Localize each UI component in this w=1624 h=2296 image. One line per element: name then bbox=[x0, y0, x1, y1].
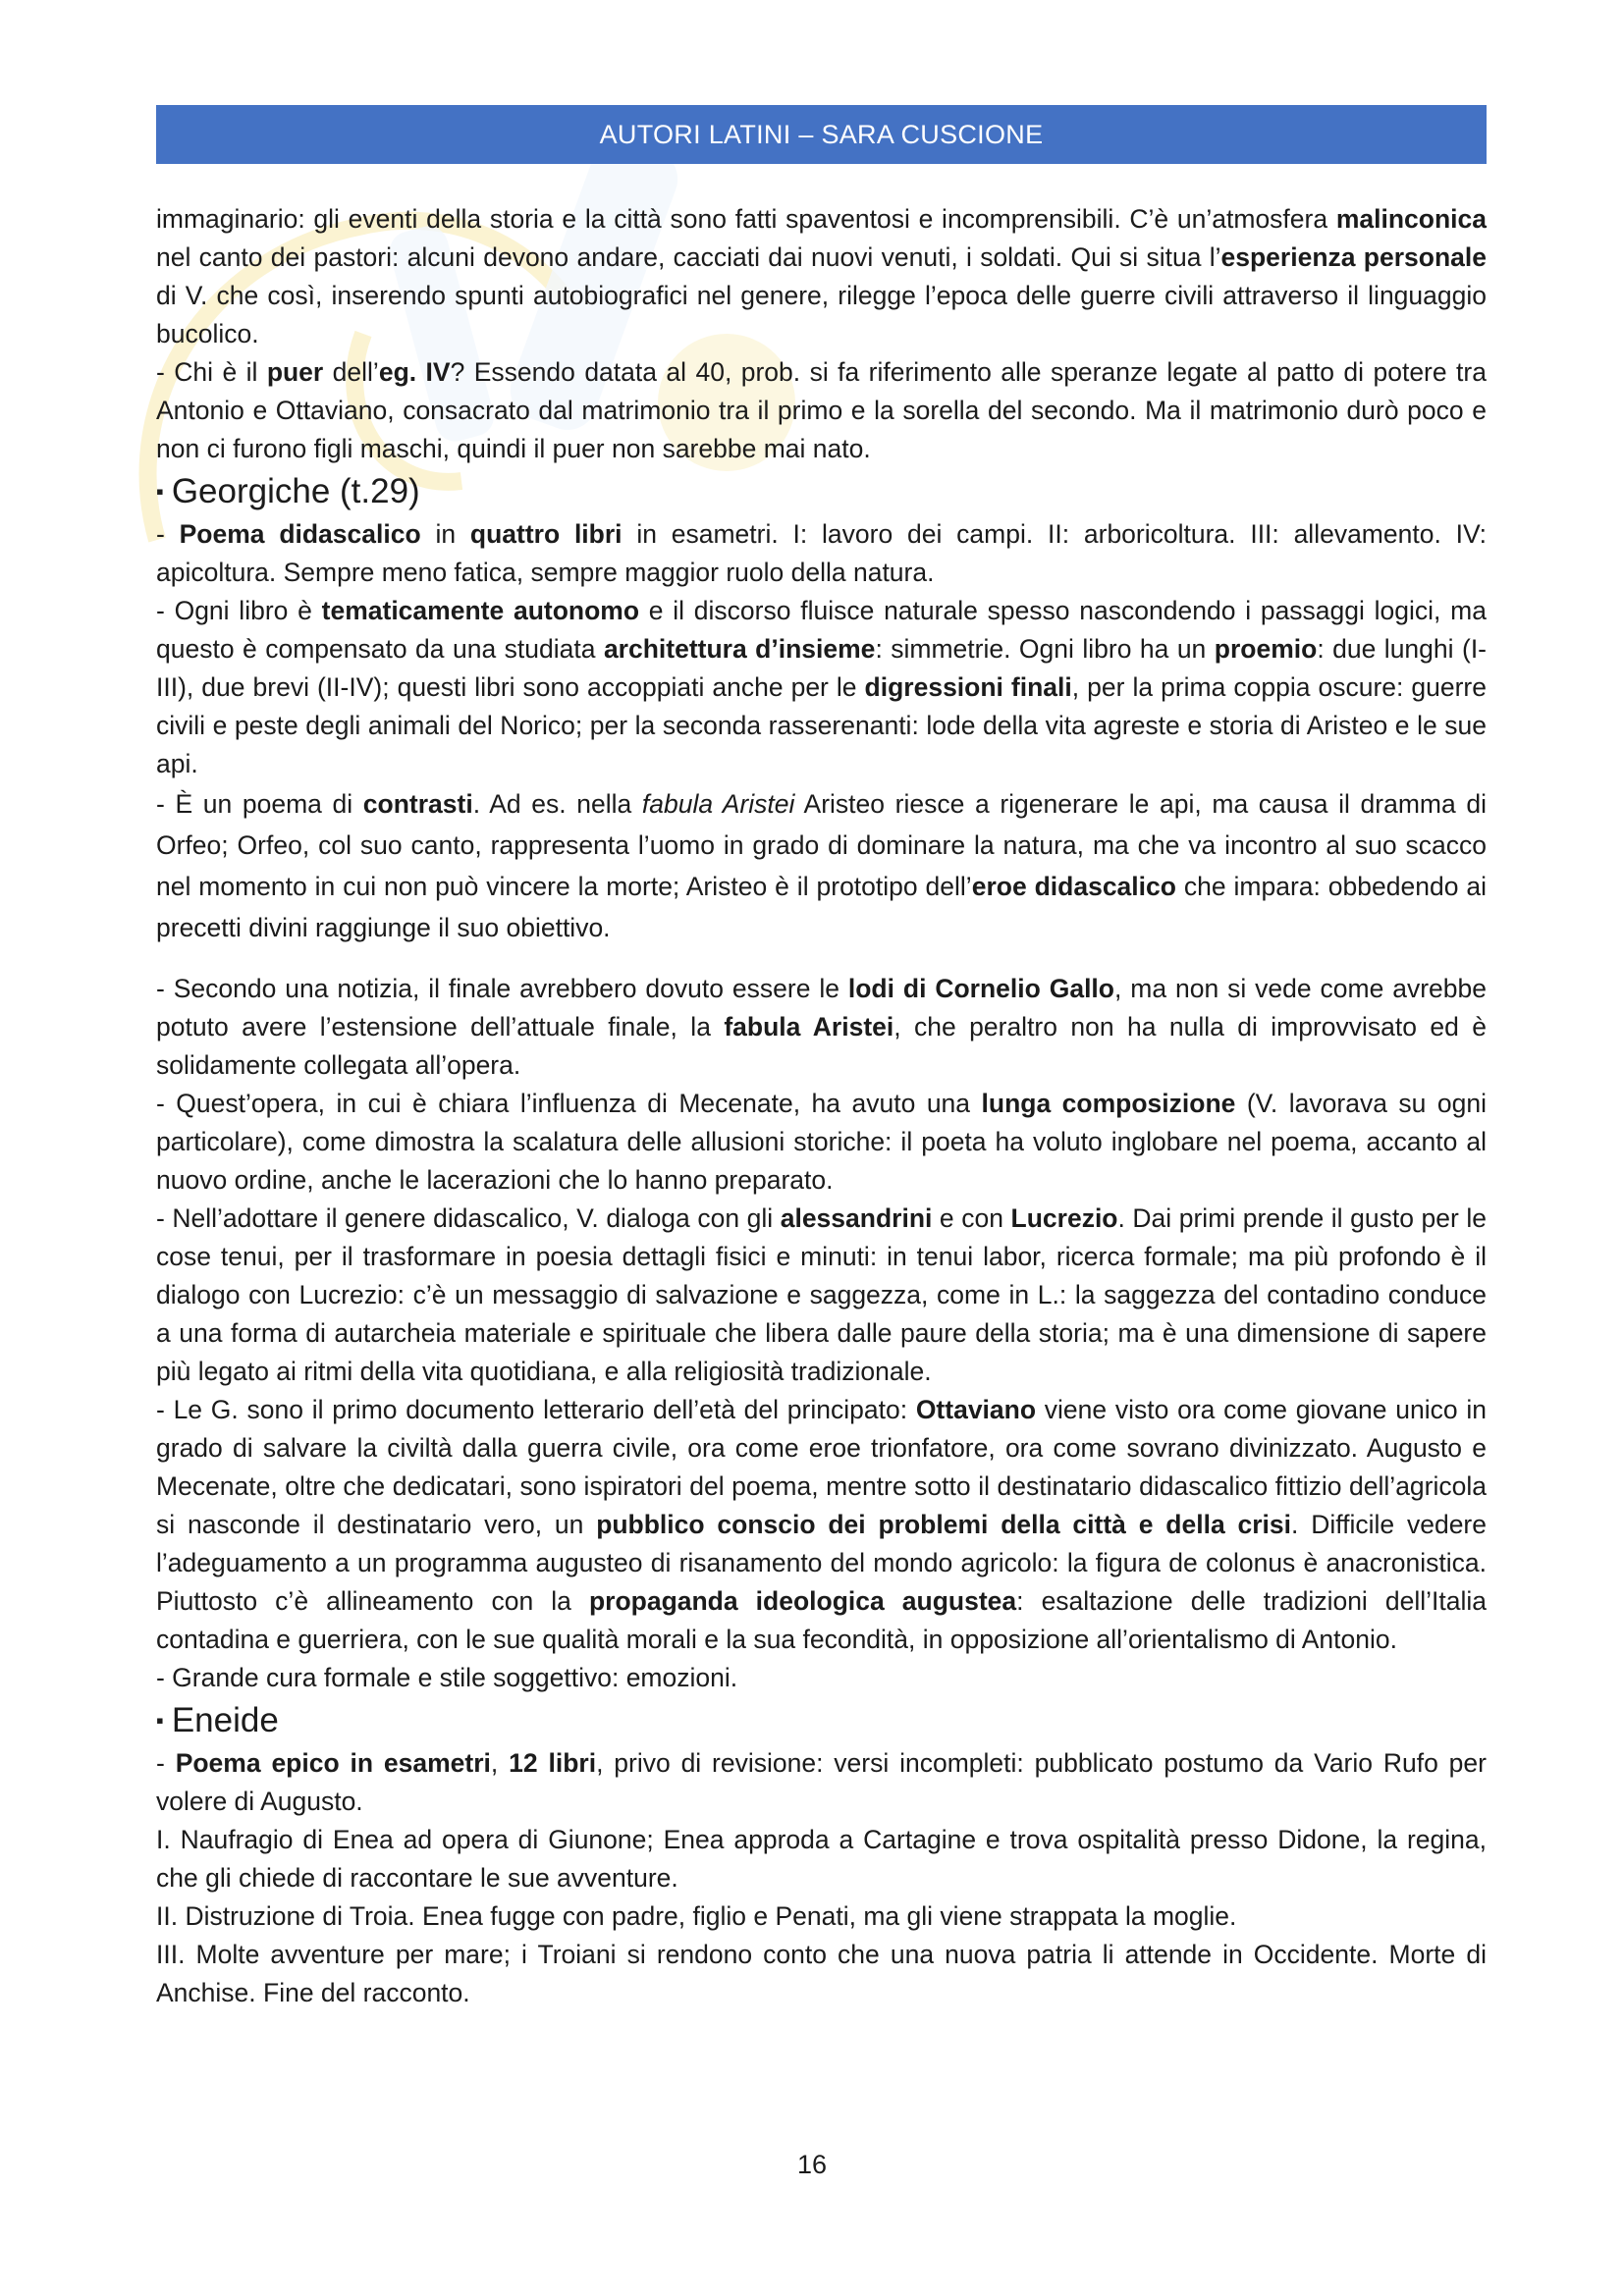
paragraph-1: immaginario: gli eventi della storia e la città sono fatti spaventosi e incomprensibili. C’è un’atmosfera malinconica nel canto dei pastori: alcuni devono andare, cacciati dai nuovi venuti, i soldati. Qui si situa l’esperienza personale di V. che così, inserendo spunti autobiografici nel genere, rilegge l’epoca delle guerre civili attraverso il linguaggio bucolico. bbox=[156, 204, 1487, 348]
paragraph-10: - Grande cura formale e stile soggettivo: emozioni. bbox=[156, 1663, 738, 1692]
paragraph-2: - Chi è il puer dell’eg. IV? Essendo datata al 40, prob. si fa riferimento alle speranze legate al patto di potere tra Antonio e Ottaviano, consacrato dal matrimonio tra il primo e la sorella del secondo. Ma il matrimonio durò poco e non ci furono figli maschi, quindi il puer non sarebbe mai nato. bbox=[156, 357, 1487, 463]
paragraph-5: - È un poema di contrasti. Ad es. nella fabula Aristei Aristeo riesce a rigenerare le api, ma causa il dramma di Orfeo; Orfeo, col suo canto, rappresenta l’uomo in grado di dominare la natura, ma che va incontro al suo scacco nel momento in cui non può vincere la morte; Aristeo è il prototipo dell’eroe didascalico che impara: obbedendo ai precetti divini raggiunge il suo obiettivo. bbox=[156, 789, 1488, 942]
page-header bbox=[156, 105, 1487, 164]
bullet-icon: ▪ bbox=[156, 1708, 164, 1733]
paragraph-14: III. Molte avventure per mare; i Troiani si rendono conto che una nuova patria li attende in Occidente. Morte di Anchise. Fine del racconto. bbox=[156, 1940, 1487, 2007]
page-number: 16 bbox=[796, 2150, 828, 2179]
paragraph-12: I. Naufragio di Enea ad opera di Giunone; Enea approda a Cartagine e trova ospitalità presso Didone, la regina, che gli chiede di raccontare le sue avventure. bbox=[156, 1825, 1487, 1893]
heading-georgiche: ▪ Georgiche (t.29) bbox=[156, 472, 420, 510]
paragraph-13: II. Distruzione di Troia. Enea fugge con padre, figlio e Penati, ma gli viene strappata la moglie. bbox=[156, 1901, 1237, 1931]
paragraph-8: - Nell’adottare il genere didascalico, V. dialoga con gli alessandrini e con Lucrezio. Dai primi prende il gusto per le cose tenui, per il trasformare in poesia dettagli fisici e minuti: in tenui labor, ricerca formale; ma più profondo è il dialogo con Lucrezio: c’è un messaggio di salvazione e saggezza, come in L.: la saggezza del contadino conduce a una forma di autarcheia materiale e spirituale che libera dalle paure della storia; ma è una dimensione di sapere più legato ai ritmi della vita quotidiana, e alla religiosità tradizionale. bbox=[156, 1203, 1488, 1386]
paragraph-4: - Ogni libro è tematicamente autonomo e il discorso fluisce naturale spesso nascondendo i passaggi logici, ma questo è compensato da una studiata architettura d’insieme: simmetrie. Ogni libro ha un proemio: due lunghi (I-III), due brevi (II-IV); questi libri sono accoppiati anche per le digressioni finali, per la prima coppia oscure: guerre civili e peste degli animali del Norico; per la seconda rasserenanti: lode della vita agreste e storia di Aristeo e le sue api. bbox=[156, 596, 1488, 778]
bullet-icon: ▪ bbox=[156, 479, 164, 504]
paragraph-3: - Poema didascalico in quattro libri in esametri. I: lavoro dei campi. II: arboricoltura. III: allevamento. IV: apicoltura. Sempre meno fatica, sempre maggior ruolo della natura. bbox=[156, 519, 1488, 587]
paragraph-6: - Secondo una notizia, il finale avrebbero dovuto essere le lodi di Cornelio Gallo, ma non si vede come avrebbe potuto avere l’estensione dell’attuale finale, la fabula Aristei, che peraltro non ha nulla di improvvisato ed è solidamente collegata all’opera. bbox=[156, 974, 1487, 1080]
document-body bbox=[156, 200, 1487, 2012]
paragraph-7: - Quest’opera, in cui è chiara l’influenza di Mecenate, ha avuto una lunga composizione (V. lavorava su ogni particolare), come dimostra la scalatura delle allusioni storiche: il poeta ha voluto inglobare nel poema, accanto al nuovo ordine, anche le lacerazioni che lo hanno preparato. bbox=[156, 1089, 1487, 1195]
paragraph-11: - Poema epico in esametri, 12 libri, privo di revisione: versi incompleti: pubblicato postumo da Vario Rufo per volere di Augusto. bbox=[156, 1748, 1487, 1816]
heading-eneide: ▪ Eneide bbox=[156, 1701, 279, 1739]
paragraph-9: - Le G. sono il primo documento letterario dell’età del principato: Ottaviano viene visto ora come giovane unico in grado di salvare la civiltà dalla guerra civile, ora come eroe trionfatore, ora come sovrano divinizzato. Augusto e Mecenate, oltre che dedicatari, sono ispiratori del poema, mentre sotto il destinatario didascalico fittizio dell’agricola si nasconde il destinatario vero, un pubblico conscio dei problemi della città e della crisi. Difficile vedere l’adeguamento a un programma augusteo di risanamento del mondo agricolo: la figura de colonus è anacronistica. Piuttosto c’è allineamento con la propaganda ideologica augustea: esaltazione delle tradizioni dell’Italia contadina e guerriera, con le sue qualità morali e la sua fecondità, in opposizione all’orientalismo di Antonio. bbox=[156, 1395, 1487, 1654]
header-title: AUTORI LATINI – SARA CUSCIONE bbox=[599, 120, 1044, 149]
